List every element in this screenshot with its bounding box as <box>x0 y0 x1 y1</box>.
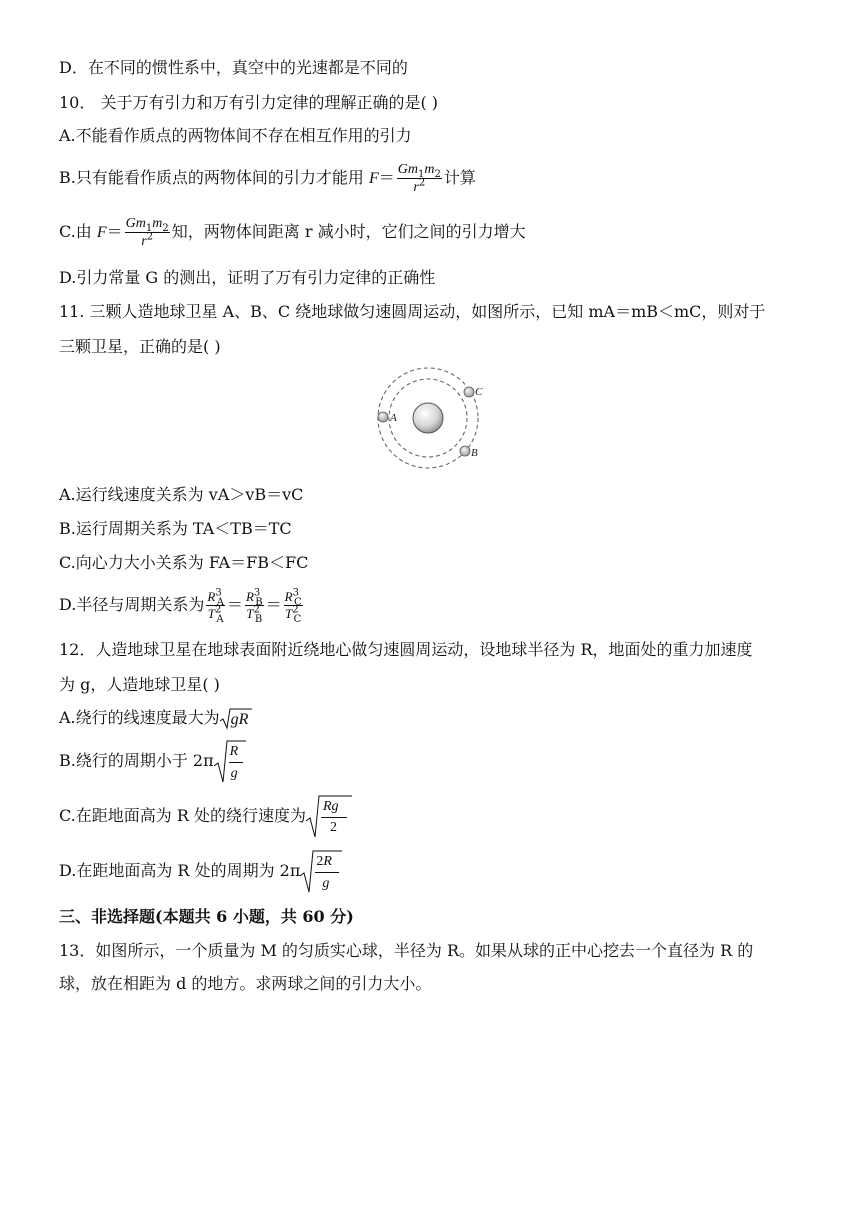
q13-stem-line2: 球，放在相距为 d 的地方。求两球之间的引力大小。 <box>59 974 432 993</box>
kepler-ratio-a: $\frac{R^3_A}{T^2_A}$ <box>207 587 224 625</box>
sqrt-r-over-g: $\frac{R}{g}$ <box>214 740 246 784</box>
q11-option-d-prefix: D.半径与周期关系为 <box>59 595 205 614</box>
sqrt-2r-over-g: $\frac{2R}{g}$ <box>300 850 342 894</box>
kepler-ratio-b: $\frac{R^3_B}{T^2_B}$ <box>245 587 263 625</box>
q12-option-b <box>59 738 246 784</box>
q12-option-c-prefix: C.在距地面高为 R 处的绕行速度为 <box>59 806 306 825</box>
satellite-c <box>464 387 474 397</box>
q11-option-d: D.半径与周期关系为 $\frac{R^3_A}{T^2_A}$ ＝ $\frac{R^3_B}{T^2_B}$ ＝ $\frac{R^3_C}{T^2_C}$ <box>59 587 302 625</box>
q10-option-b-suffix: 计算 <box>443 168 476 187</box>
q12-option-a-prefix: A.绕行的线速度最大为 <box>59 708 220 727</box>
q10-stem: 10． 关于万有引力和万有引力定律的理解正确的是( ) <box>59 93 439 112</box>
q10-option-c-prefix: C.由 <box>59 222 97 241</box>
sqrt-gr: gR <box>220 708 252 730</box>
label-c: C <box>475 386 483 398</box>
q11-option-b: B.运行周期关系为 TA＜TB＝TC <box>59 519 292 538</box>
label-a: A <box>390 412 397 424</box>
q11-option-a: A.运行线速度关系为 vA＞vB＝vC <box>59 485 304 504</box>
q9-option-d: D．在不同的惯性系中，真空中的光速都是不同的 <box>59 58 408 77</box>
satellite-a <box>378 412 388 422</box>
q12-option-d <box>59 848 342 894</box>
satellite-orbit-diagram <box>372 366 492 474</box>
kepler-ratio-c: $\frac{R^3_C}{T^2_C}$ <box>284 587 302 625</box>
q11-stem-line2: 三颗卫星，正确的是( ) <box>59 337 221 356</box>
q10-option-a: A.不能看作质点的两物体间不存在相互作用的引力 <box>59 126 412 145</box>
sqrt-rg-over-2: $\frac{Rg}{2}$ <box>306 795 352 839</box>
q12-option-b-prefix: B.绕行的周期小于 2π <box>59 751 214 770</box>
q10-option-c-suffix: 知，两物体间距离 r 减小时，它们之间的引力增大 <box>171 222 526 241</box>
label-b: B <box>471 447 478 459</box>
q11-option-c: C.向心力大小关系为 FA＝FB＜FC <box>59 553 309 572</box>
q10-option-b-prefix: B.只有能看作质点的两物体间的引力才能用 <box>59 168 369 187</box>
q12-option-d-prefix: D.在距地面高为 R 处的周期为 2π <box>59 861 301 880</box>
earth <box>413 403 443 433</box>
q12-stem-line2: 为 g，人造地球卫星( ) <box>59 675 220 694</box>
q12-option-a <box>59 706 252 730</box>
q10-option-c: C.由 F＝ $\frac{Gm_1m_2}{r^2}$ 知，两物体间距离 r 减小时，它们之间的引力增大 <box>59 216 526 249</box>
q11-stem-line1: 11. 三颗人造地球卫星 A、B、C 绕地球做匀速圆周运动，如图所示，已知 mA＝mB＜mC，则对于 <box>59 302 766 321</box>
q12-option-c <box>59 793 352 839</box>
q10-option-b: B.只有能看作质点的两物体间的引力才能用 F＝ $\frac{Gm_1m_2}{r^2}$ 计算 <box>59 162 476 195</box>
gravitation-formula: $\frac{Gm_1m_2}{r^2}$ <box>397 162 441 195</box>
q13-stem-line1: 13．如图所示，一个质量为 M 的匀质实心球，半径为 R。如果从球的正中心挖去一个直径为 R 的 <box>59 941 754 960</box>
gravitation-formula: $\frac{Gm_1m_2}{r^2}$ <box>125 216 169 249</box>
q10-option-d: D.引力常量 G 的测出，证明了万有引力定律的正确性 <box>59 268 436 287</box>
q12-stem-line1: 12．人造地球卫星在地球表面附近绕地心做匀速圆周运动，设地球半径为 R，地面处的重力加速度 <box>59 640 753 659</box>
satellite-b <box>460 446 470 456</box>
section-heading: 三、非选择题(本题共 6 小题，共 60 分) <box>59 907 354 926</box>
